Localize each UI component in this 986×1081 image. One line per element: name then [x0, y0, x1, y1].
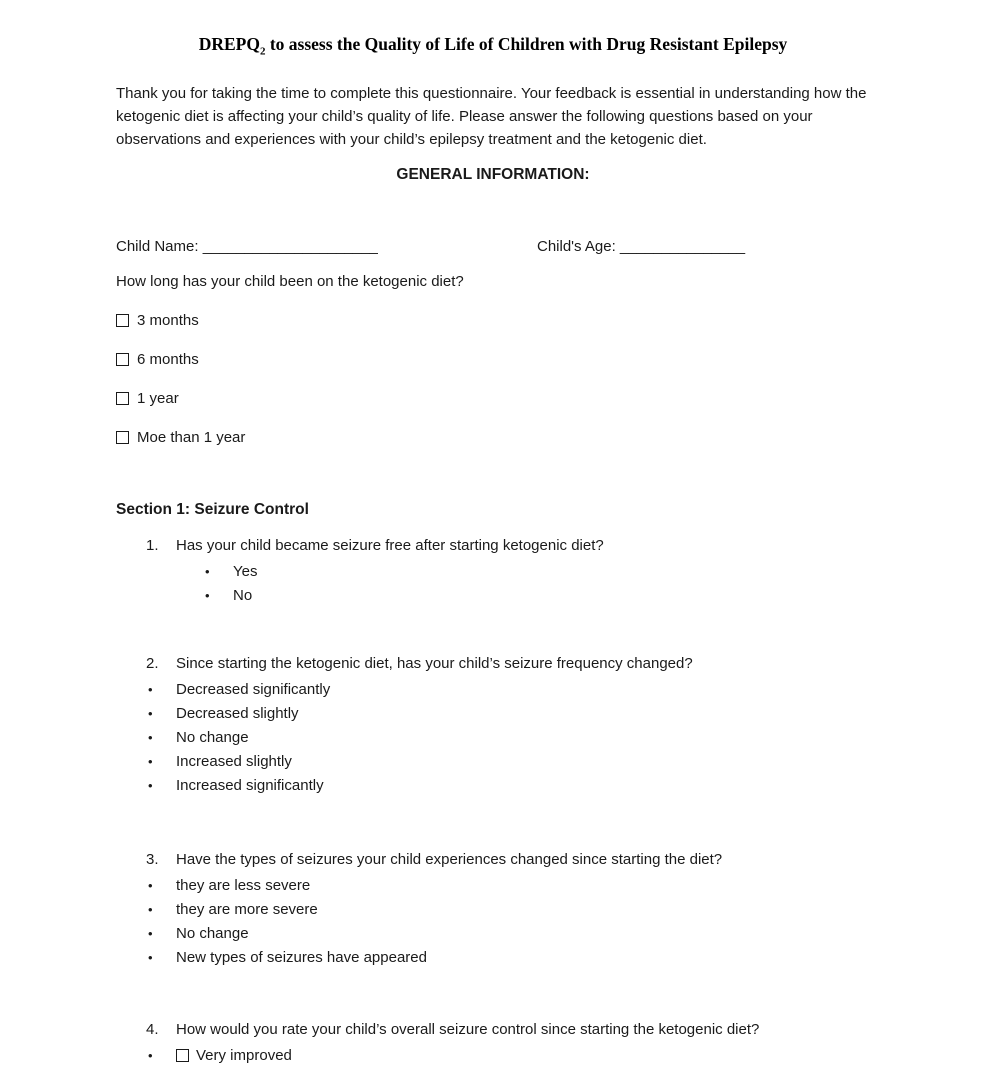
question-2	[116, 654, 870, 674]
general-information-heading: GENERAL INFORMATION:	[396, 165, 590, 183]
answer-option-label: Decreased significantly	[176, 680, 331, 698]
duration-option-label: 6 months	[137, 350, 199, 368]
checkbox-icon[interactable]	[116, 431, 129, 444]
question-number: 4.	[146, 1020, 159, 1038]
bullet-icon: •	[205, 563, 210, 579]
question-4	[116, 1020, 870, 1040]
title-rest: to assess the Quality of Life of Children with Drug Resistant Epilepsy	[265, 34, 788, 54]
question-1-options	[116, 560, 870, 608]
question-2-options	[116, 678, 870, 798]
duration-option-label: 3 months	[137, 311, 199, 329]
duration-option-1-year[interactable]	[116, 389, 870, 409]
answer-option-label: they are less severe	[176, 876, 311, 894]
answer-option[interactable]	[116, 774, 870, 798]
question-text: Has your child became seizure free after starting ketogenic diet?	[176, 536, 604, 554]
child-age-field	[537, 237, 745, 257]
duration-question: How long has your child been on the ketogenic diet?	[116, 272, 464, 290]
intro-paragraph: Thank you for taking the time to complete this questionnaire. Your feedback is essential in understanding how the ketogenic diet is affecting your child’s quality of life. Please answer the following questions based on your observations and experiences with your child’s epilepsy treatment and the ketogenic diet.	[116, 84, 867, 148]
question-number: 3.	[146, 850, 159, 868]
bullet-icon: •	[148, 729, 153, 745]
answer-option-no[interactable]	[116, 584, 870, 608]
checkbox-icon[interactable]	[116, 392, 129, 405]
answer-option-label: No	[233, 586, 253, 604]
title-acronym: DREPQ	[198, 34, 260, 54]
answer-option[interactable]	[116, 726, 870, 750]
bullet-icon: •	[148, 901, 153, 917]
section-1-heading: Section 1: Seizure Control	[116, 500, 309, 518]
document-title	[116, 33, 870, 64]
child-name-blank-line[interactable]: _____________________	[202, 237, 378, 255]
question-text: Have the types of seizures your child experiences changed since starting the diet?	[176, 850, 723, 868]
bullet-icon: •	[148, 681, 153, 697]
question-4-options	[116, 1044, 870, 1068]
bullet-icon: •	[148, 753, 153, 769]
answer-option[interactable]	[116, 946, 870, 970]
question-text: Since starting the ketogenic diet, has your child’s seizure frequency changed?	[176, 654, 693, 672]
child-name-field	[116, 238, 378, 255]
duration-option-label: Moe than 1 year	[137, 428, 246, 446]
answer-option-label: Decreased slightly	[176, 704, 299, 722]
answer-option[interactable]	[116, 874, 870, 898]
question-3-options	[116, 874, 870, 970]
child-name-label: Child Name:	[116, 237, 199, 255]
answer-option-yes[interactable]	[116, 560, 870, 584]
question-text: How would you rate your child’s overall seizure control since starting the ketogenic diet?	[176, 1020, 760, 1038]
bullet-icon: •	[148, 949, 153, 965]
question-1	[116, 536, 870, 556]
answer-option-label: No change	[176, 924, 249, 942]
question-number: 2.	[146, 654, 159, 672]
child-age-label: Child's Age:	[537, 237, 616, 255]
answer-option[interactable]	[116, 922, 870, 946]
title-subscript: 2	[259, 45, 266, 58]
duration-option-3-months[interactable]	[116, 311, 870, 331]
duration-option-6-months[interactable]	[116, 350, 870, 370]
question-number: 1.	[146, 536, 159, 554]
child-age-blank-line[interactable]: _______________	[619, 237, 746, 255]
bullet-icon: •	[148, 777, 153, 793]
bullet-icon: •	[148, 877, 153, 893]
duration-option-label: 1 year	[137, 389, 179, 407]
answer-option-label: New types of seizures have appeared	[176, 948, 427, 966]
bullet-icon: •	[148, 925, 153, 941]
answer-option-label: Yes	[233, 562, 258, 580]
answer-option-label: Very improved	[196, 1046, 292, 1064]
checkbox-icon[interactable]	[176, 1049, 189, 1062]
checkbox-icon[interactable]	[116, 353, 129, 366]
bullet-icon: •	[148, 705, 153, 721]
bullet-icon: •	[148, 1047, 153, 1063]
bullet-icon: •	[205, 587, 210, 603]
duration-options	[116, 311, 870, 448]
name-age-row	[116, 237, 870, 257]
answer-option-very-improved[interactable]	[116, 1044, 870, 1068]
question-3	[116, 850, 870, 870]
answer-option[interactable]	[116, 678, 870, 702]
duration-option-more-than-1-year[interactable]	[116, 428, 870, 448]
answer-option-label: No change	[176, 728, 249, 746]
answer-option[interactable]	[116, 898, 870, 922]
answer-option[interactable]	[116, 750, 870, 774]
answer-option[interactable]	[116, 702, 870, 726]
answer-option-label: Increased slightly	[176, 752, 292, 770]
checkbox-icon[interactable]	[116, 314, 129, 327]
answer-option-label: they are more severe	[176, 900, 318, 918]
answer-option-label: Increased significantly	[176, 776, 324, 794]
